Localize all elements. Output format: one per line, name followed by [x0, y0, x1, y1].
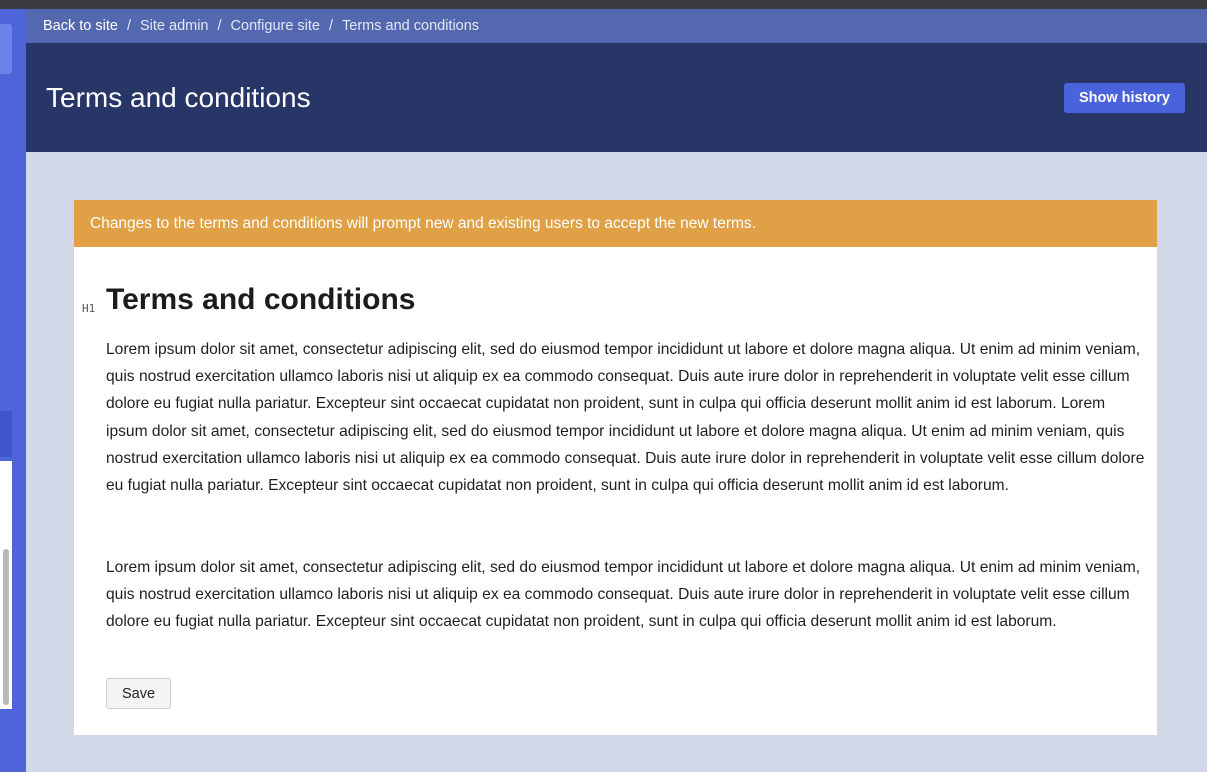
breadcrumb-configure-site[interactable]: Configure site: [230, 18, 320, 34]
breadcrumb-separator: /: [217, 18, 222, 34]
left-sidebar-rail: [0, 9, 26, 772]
browser-top-strip: [0, 0, 1207, 9]
show-history-button[interactable]: Show history: [1064, 83, 1185, 113]
breadcrumb-current-page[interactable]: Terms and conditions: [342, 18, 480, 34]
terms-paragraph[interactable]: Lorem ipsum dolor sit amet, consectetur adipiscing elit, sed do eiusmod tempor incididunt ut labore et dolore magna aliqua. Ut enim ad minim veniam, quis nostrud exercitation ullamco laboris nisi ut aliquip ex ea commodo consequat. Duis aute irure dolor in reprehenderit in voluptate velit esse cillum dolore eu fugiat nulla pariatur. Excepteur sint occaecat cupidatat non proident, sunt in culpa qui officia deserunt mollit anim id est laborum. Lorem ipsum dolor sit amet, consectetur adipiscing elit, sed do eiusmod tempor incididunt ut labore et dolore magna aliqua. Ut enim ad minim veniam, quis nostrud exercitation ullamco laboris nisi ut aliquip ex ea commodo consequat. Duis aute irure dolor in reprehenderit in voluptate velit esse cillum dolore eu fugiat nulla pariatur. Excepteur sint occaecat cupidatat non proident, sunt in culpa qui officia deserunt mollit anim id est laborum.: [106, 341, 1145, 495]
terms-editor-card: [74, 200, 1157, 735]
breadcrumb-site-admin[interactable]: Site admin: [139, 18, 209, 34]
terms-paragraph[interactable]: Lorem ipsum dolor sit amet, consectetur adipiscing elit, sed do eiusmod tempor incididunt ut labore et dolore magna aliqua. Ut enim ad minim veniam, quis nostrud exercitation ullamco laboris nisi ut aliquip ex ea commodo consequat. Duis aute irure dolor in reprehenderit in voluptate velit esse cillum dolore eu fugiat nulla pariatur. Excepteur sint occaecat cupidatat non proident, sunt in culpa qui officia deserunt mollit anim id est laborum.: [106, 559, 1141, 631]
terms-heading[interactable]: Terms and conditions: [106, 283, 416, 316]
breadcrumb: [26, 9, 1207, 43]
save-button[interactable]: Save: [106, 678, 171, 709]
terms-change-notice: [74, 200, 1157, 247]
notice-text: Changes to the terms and conditions will prompt new and existing users to accept the new terms.: [90, 214, 756, 232]
sidebar-tab[interactable]: [0, 24, 12, 74]
sidebar-scrollbar[interactable]: [3, 549, 9, 705]
page-title: Terms and conditions: [46, 82, 311, 113]
sidebar-tab-active[interactable]: [0, 411, 12, 457]
block-type-indicator: H1: [82, 302, 96, 315]
breadcrumb-separator: /: [126, 18, 131, 34]
breadcrumb-separator: /: [329, 18, 334, 34]
breadcrumb-back-to-site[interactable]: Back to site: [43, 18, 118, 34]
page-header: [26, 43, 1207, 152]
